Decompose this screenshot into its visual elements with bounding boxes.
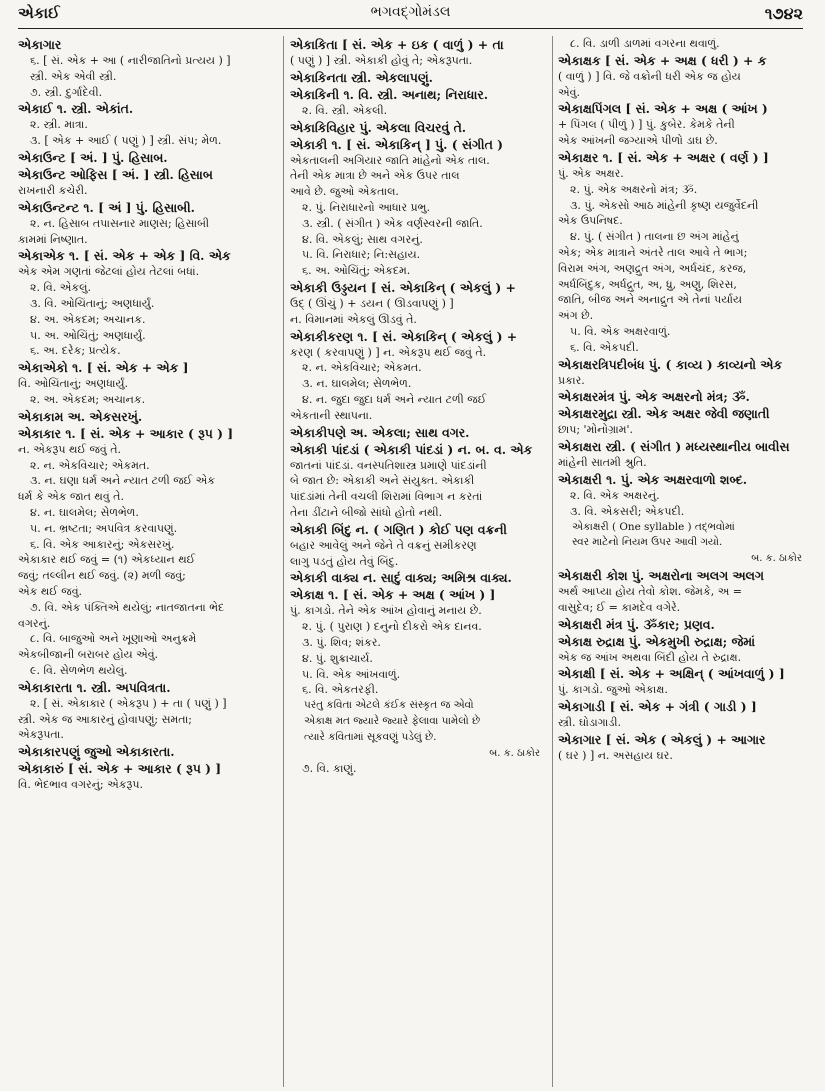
- definition-line: ન. વિમાનમાં એકલું ઊડવું તે.: [290, 312, 417, 326]
- entry-headword-line: એકાઉન્ટ ઓફિસ [ અં. ] સ્ત્રી. હિસાબ: [18, 166, 213, 182]
- quotation-line: ત્યારે કવિતામાં સૂકવણું પડેલું છે.: [304, 730, 437, 743]
- definition-line: એકબીજાની બરાબર હોય એવું.: [18, 648, 159, 662]
- definition-line: ( વાળું ) ] વિ. જે વક્રોની ધરી એક જ હોય: [558, 69, 741, 83]
- entry-headword-line: એકાકારપણું જુઓ એકાકારતા.: [18, 744, 175, 760]
- dictionary-column-1: [18, 36, 276, 1091]
- definition-line: એકાકાર થઈ જવું = (૧) એકધ્યાન થઈ: [18, 553, 196, 567]
- entry-headword-line: એકાકી ૧. [ સં. એકાકિન્ ] પું. ( સંગીત ): [290, 136, 503, 152]
- definition-line: વગરનું.: [18, 616, 51, 630]
- definition-line: તેના ડીંટાને બીજો સાંધો હોતો નથી.: [290, 505, 443, 519]
- sense-line: ૬. વિ. એક આકારનું; એકસરખું.: [30, 537, 175, 551]
- entry-headword-line: એકાક્ષરમુદ્રા સ્ત્રી. એક અક્ષર જેવી જણાતી: [558, 406, 770, 422]
- definition-line: બહાર આવેલું અને જેને તે વક્રનું સમીકરણ: [290, 538, 477, 552]
- sense-line: ૩. સ્ત્રી. ( સંગીત ) એક વર્ણસ્વરની જાતિ.: [302, 216, 483, 230]
- sense-line: ૮. વિ. બાજુઓ અને ખૂણાઓ અનુક્રમે: [30, 632, 197, 646]
- entry-headword-line: એકાક્ષરી મંત્ર પું. ૐકાર; પ્રણવ.: [558, 616, 715, 632]
- definition-line: વિરામ અંગ, અણદ્રુત અંગ, અર્ધચંદ, કરજ,: [558, 261, 747, 275]
- entry-headword-line: એકાકિની ૧. વિ. સ્ત્રી. અનાથ; નિરાધાર.: [290, 86, 489, 102]
- entry-headword-line: એકાક્ષરમંત્ર પું. એક અક્ષરનો મંત્ર; ૐ.: [558, 389, 750, 405]
- sense-line: ૭. વિ. કાણું.: [302, 762, 357, 776]
- definition-line: એવું.: [558, 85, 580, 99]
- entry-headword-line: એકાકી વાક્ય ન. સાદું વાક્ય; અમિશ્ર વાક્ય.: [290, 570, 512, 586]
- sense-line: ૨. ન. એકવિચાર; એકમત.: [30, 458, 150, 472]
- entry-headword-line: એકાકારતા ૧. સ્ત્રી. અપવિત્રતા.: [18, 679, 171, 695]
- sense-line: ૮. વિ. ડાળી ડાળમાં વગરના થવાળું.: [570, 37, 720, 50]
- sense-line: ૩. વિ. એકસરી; એકપદી.: [570, 504, 685, 518]
- sense-line: ૬. અ. ઓચિંતું; એકદમ.: [302, 264, 411, 278]
- quotation-attribution: બ. ક. ઠાકોર: [751, 553, 802, 565]
- entry-headword-line: એકાકીપણે અ. એકલા; સાથ વગર.: [290, 424, 470, 440]
- entry-headword-line: એકાક્ષપિંગલ [ સં. એક + અક્ષ ( આંખ ): [558, 101, 768, 117]
- definition-line: ધર્મ કે એક જાત થવું તે.: [18, 490, 124, 504]
- entry-headword-line: એકાકી ઉડ્ડયન [ સં. એકાકિન્ ( એકલું ) +: [290, 279, 516, 295]
- sense-line: ૨. વિ. એક અક્ષરનું.: [570, 488, 660, 502]
- sense-line: ૩. વિ. ઓચિંતાનું; અણધાર્યું.: [30, 296, 155, 310]
- definition-line: ( ઘર ) ] ન. અસહાય ઘર.: [558, 748, 673, 762]
- definition-line: અર્ધબિંદુક, અર્ધદ્રુત, અ, ધ્રુ, અણુ, શિરસ,: [558, 277, 737, 291]
- sense-line: ૨. પું. એક અક્ષરનો મંત્ર; ૐ.: [570, 182, 698, 196]
- sense-line: ૬. વિ. એકતરફી.: [302, 683, 379, 697]
- definition-line: એક એમ ગણતાં જેટલાં હોય તેટલાં બધાં.: [18, 265, 200, 279]
- quotation-line: એકાક્ષરી ( One syllable ) તદ્ભવોમાં: [572, 520, 735, 533]
- definition-line: બે જાત છે: એકાકી અને સંયુક્ત. એકાકી: [290, 474, 475, 488]
- entry-headword-line: એકાકિનતા સ્ત્રી. એકલાપણું.: [290, 69, 433, 85]
- quotation-line: સ્વર માટેનો નિયમ ઉપર આવી ગયો.: [572, 536, 723, 549]
- sense-line: ૨. વિ. સ્ત્રી. એકલી.: [302, 103, 388, 117]
- quotation-line: પરંતુ કવિતા એટલે કંઈક સંસ્કૃત જ એવો: [304, 699, 474, 712]
- dictionary-column-2: [290, 36, 548, 1091]
- entry-headword-line: એકાક્ષ ૧. [ સં. એક + અક્ષ ( આંખ ) ]: [290, 587, 496, 603]
- sense-line: ૨. પું. નિરાધારનો આધાર પ્રભુ.: [302, 200, 430, 214]
- entry-headword-line: એકાક્ષરત્રિપદીબંધ પું. ( કાવ્ય ) કાવ્યનો એક: [558, 356, 783, 372]
- sense-line: ૭. વિ. એક પંક્તિએ થયેલું; નાતજાતના ભેદ: [30, 600, 225, 614]
- definition-line: એક આંખની જગ્યાએ પીળો ડાઘ છે.: [558, 134, 718, 148]
- entry-headword-line: એકાકી બિંદુ ન. ( ગણિત ) કોઈ પણ વક્રની: [290, 521, 507, 537]
- header-guide-word: એકાઈ: [18, 4, 60, 22]
- entry-headword-line: એકાએક ૧. [ સં. એક + એક ] વિ. એક: [18, 248, 231, 264]
- entry-headword-line: એકાઉન્ટન્ટ ૧. [ અં ] પું. હિસાબી.: [18, 199, 195, 215]
- sense-line: ૬. અ. દરેક; પ્રત્યેક.: [30, 344, 121, 358]
- sense-line: ૫. અ. ઓચિંતું; અણધાર્યું.: [30, 328, 146, 342]
- sense-line: ૨. વિ. એકલું.: [30, 281, 91, 295]
- definition-line: પું. કાગડો. તેને એક આંખ હોવાનું મનાય છે.: [290, 604, 482, 618]
- sense-line: ૨. અ. એકદમ; અચાનક.: [30, 392, 146, 406]
- definition-line: એક ઉપનિષદ.: [558, 214, 623, 228]
- definition-line: જાતનાં પાંદડાં. વનસ્પતિશાસ્ત્ર પ્રમાણે પાંદડાંની: [290, 458, 487, 472]
- entry-headword-line: એકાકાર ૧. [ સં. એક + આકાર ( રૂપ ) ]: [18, 425, 234, 441]
- sense-line: ૫. ન. ભ્રષ્ટતા; અપવિત્ર કરવાપણું.: [30, 521, 178, 535]
- definition-line: એકતાની સ્થાપના.: [290, 408, 373, 422]
- sense-line: ૩. પું. એકસો આઠ માંહેની કૃષ્ણ યજુર્વેદની: [570, 198, 759, 212]
- entry-headword-line: એકાક્ષરા સ્ત્રી. ( સંગીત ) મધ્યસ્થાનીય બાવીસ: [558, 439, 790, 455]
- definition-line: લાગુ પડતું હોય તેવું બિંદુ.: [290, 554, 399, 568]
- entry-headword-line: એકાકામ અ. એકસરખું.: [18, 408, 143, 424]
- sense-line: ૫. વિ. એક અક્ષરવાળું.: [570, 324, 671, 338]
- definition-line: પાંદડાંમાં તેની વચલી શિરામાં વિભાગ ન કરતાં: [290, 490, 483, 504]
- sense-line: ૪. પું. ( સંગીત ) તાલના છ અંગ માંહેનું: [570, 230, 739, 244]
- sense-line: ૪. પું. શુક્રાચાર્ય.: [302, 651, 373, 665]
- definition-line: જાતિ, બીજ અને અનાદ્રુત એ તેનાં પર્યાય: [558, 293, 742, 307]
- header-dictionary-title: ભગવદ્ગોમંડલ: [370, 4, 451, 20]
- sense-line: ૩. [ એક + આઈ ( પણું ) ] સ્ત્રી. સંપ; મેળ.: [30, 134, 222, 148]
- entry-headword-line: એકાગાડી [ સં. એક + ગંત્રી ( ગાડી ) ]: [558, 699, 757, 715]
- sense-line: ૭. સ્ત્રી. દુર્ગાદેવી.: [30, 85, 103, 99]
- sense-line: ૪. ન. જુદા જુદા ધર્મ અને ન્યાત ટળી જઈ: [302, 392, 487, 406]
- definition-line: એકરૂપતા.: [18, 728, 64, 742]
- entry-headword-line: એકાઈ ૧. સ્ત્રી. એકાંત.: [18, 101, 134, 117]
- entry-headword-line: એકાઉન્ટ [ અં. ] પું. હિસાબ.: [18, 149, 168, 165]
- sense-line: ૨. સ્ત્રી. માત્રા.: [30, 118, 88, 132]
- definition-line: એક; એક માત્રાને અંતરે તાલ આવે તે ભાગ;: [558, 245, 748, 259]
- definition-line: સ્ત્રી. ઘોડાગાડી.: [558, 716, 622, 730]
- definition-line: કામમાં નિષ્ણાત.: [18, 232, 88, 246]
- quotation-line: એકાક્ષ મત જ્યારે જ્યારે ફેલાવા પામેલો છે: [304, 714, 481, 727]
- quotation-attribution: બ. ક. ઠાકોર: [489, 747, 540, 759]
- definition-line: એક થઈ જવું.: [18, 584, 83, 598]
- header-page-number: ૧૭૪૨: [764, 4, 803, 23]
- definition-line: અંગ છે.: [558, 309, 594, 323]
- entry-headword-line: એકાકીકરણ ૧. [ સં. એકાકિન્ ( એકલું ) +: [290, 328, 518, 344]
- definition-line: છાપ; 'મોનોગ્રામ'.: [558, 423, 634, 437]
- definition-line: માંહેની સાતમી શ્રુતિ.: [558, 456, 647, 470]
- entry-headword-line: એકાકિતા [ સં. એક + ઇક ( વાળું ) + તા: [290, 37, 504, 52]
- entry-headword-line: એકાક્ષી [ સં. એક + અક્ષિન્ ( આંખવાળું ) ]: [558, 666, 785, 682]
- entry-headword-line: એકાકારું [ સં. એક + આકાર ( રૂપ ) ]: [18, 761, 222, 777]
- definition-line: વિ. ભેદભાવ વગરનું; એકરૂપ.: [18, 778, 143, 792]
- entry-headword-line: એકાગાર: [18, 37, 62, 52]
- definition-line: કરણ ( કરવાપણું ) ] ન. એકરૂપ થઈ જવું તે.: [290, 345, 487, 359]
- definition-line: આવે છે. જુઓ એકતાલ.: [290, 185, 399, 199]
- definition-line: + પિંગલ ( પીળું ) ] પું. કુબેર. કેમકે તેની: [558, 118, 735, 132]
- sense-line: ૫. વિ. એક આંખવાળું.: [302, 667, 401, 681]
- page-header: [18, 4, 803, 29]
- definition-line: સ્ત્રી. એક જ આકારનું હોવાપણું; સમતા;: [18, 712, 192, 726]
- entry-headword-line: એકાક્ષરી ૧. પું. એક અક્ષરવાળો શબ્દ.: [558, 471, 748, 487]
- sense-line: ૬. [ સં. એક + આ ( નારીજાતિનો પ્રત્યય ) ]: [30, 54, 231, 67]
- definition-line: ન. એકરૂપ થઈ જવું તે.: [18, 442, 122, 456]
- definition-line: વાસુદેવ; ઈ = કામદેવ વગેરે.: [558, 600, 681, 614]
- definition-line: પું. એક અક્ષર.: [558, 166, 624, 180]
- definition-line: ઉદ્ ( ઊંચું ) + ડયન ( ઊડવાપણું ) ]: [290, 296, 454, 310]
- sense-line: સ્ત્રી. એક એવી સ્ત્રી.: [30, 69, 117, 83]
- entry-headword-line: એકાકી પાંદડાં ( એકાકી પાંદડાં ) ન. બ. વ. એક: [290, 441, 533, 457]
- column-divider: [283, 36, 284, 1087]
- entry-headword-line: એકાગાર [ સં. એક ( એકલું ) + આગાર: [558, 731, 766, 747]
- definition-line: એક જ આંખ અથવા બિંદી હોય તે રુદ્રાક્ષ.: [558, 650, 742, 664]
- definition-line: એકતાલની અગિયાર જાતિ માંહેનો એક તાલ.: [290, 153, 490, 167]
- entry-headword-line: એકાક્ષ રુદ્રાક્ષ પું. એકમુખી રુદ્રાક્ષ; જેમાં: [558, 633, 756, 649]
- sense-line: ૨. પું. ( પુરાણ ) દનુનો દીકરો એક દાનવ.: [302, 620, 482, 634]
- definition-line: રાખનારી કચેરી.: [18, 183, 88, 197]
- definition-line: અર્થ આપ્યા હોય તેવો કોશ. જેમકે, અ =: [558, 584, 743, 598]
- column-divider: [552, 36, 553, 1087]
- definition-line: પ્રકાર.: [558, 373, 585, 387]
- definition-line: વિ. ઓચિંતાનું; અણધાર્યું.: [18, 377, 128, 391]
- definition-line: ( પણું ) ] સ્ત્રી. એકાકી હોવું તે; એકરૂપતા.: [290, 54, 473, 67]
- sense-line: ૪. ન. ઘાલમેલ; સેળભેળ.: [30, 505, 139, 519]
- entry-headword-line: એકાક્ષરી કોશ પું. અક્ષરોના અલગ અલગ: [558, 567, 764, 583]
- sense-line: ૩. ન. ઘાલમેલ; સેળભેળ.: [302, 377, 412, 391]
- entry-headword-line: એકાકિવિહાર પું. એકલા વિચરવું તે.: [290, 119, 467, 135]
- definition-line: તેની એક માત્રા છે અને એક ઉપર તાલ: [290, 169, 460, 183]
- entry-headword-line: એકાએકો ૧. [ સં. એક + એક ]: [18, 360, 189, 376]
- entry-headword-line: એકાક્ષર ૧. [ સં. એક + અક્ષર ( વર્ણ ) ]: [558, 149, 769, 165]
- sense-line: ૪. વિ. એકલું; સાથ વગરનું.: [302, 232, 423, 246]
- definition-line: પું. કાગડો. જુઓ એકાક્ષ.: [558, 683, 668, 697]
- sense-line: ૨. [ સં. એકાકાર ( એકરૂપ ) + તા ( પણું ) ]: [30, 696, 227, 710]
- sense-line: ૨. ન. હિસાબ તપાસનાર માણસ; હિસાબી: [30, 216, 210, 230]
- sense-line: ૩. ન. ઘણા ધર્મ અને ન્યાત ટળી જઈ એક: [30, 474, 216, 488]
- sense-line: ૪. અ. એકદમ; અચાનક.: [30, 312, 146, 326]
- dictionary-column-3: [558, 36, 810, 1091]
- entry-headword-line: એકાક્ષક [ સં. એક + અક્ષ ( ધરી ) + ક: [558, 52, 767, 68]
- sense-line: ૩. પું. શિવ; શંકર.: [302, 635, 381, 649]
- sense-line: ૨. ન. એકવિચાર; એકમત.: [302, 361, 422, 375]
- definition-line: જવું; તલ્લીન થઈ જવું. (૨) મળી જવું;: [18, 569, 186, 583]
- sense-line: ૫. વિ. નિરાધાર; નિ:સહાય.: [302, 248, 421, 262]
- sense-line: ૯. વિ. સેળભેળ થયેલું.: [30, 663, 128, 677]
- sense-line: ૬. વિ. એકપદી.: [570, 340, 639, 354]
